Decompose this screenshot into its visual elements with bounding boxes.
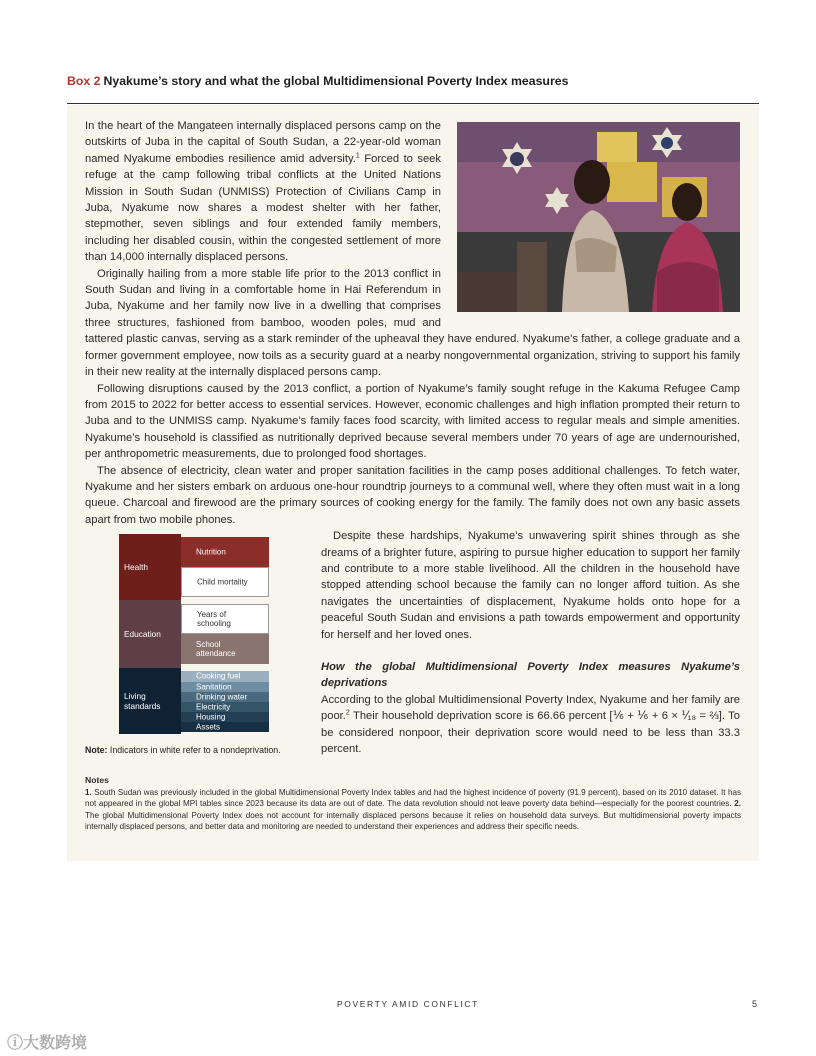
indicator-electricity: Electricity [181,702,269,712]
paragraph-6: According to the global Multidimensional Poverty Index, Nyakume and her family are poor.$^2$ Their household deprivation score is 66.66 percent [⅙ + ⅙ + 6 × ⅟₁₈ = ⅔]. To be considered nonpoor, their deprivation score would need to be less than 33.3 percent. [321,693,740,756]
indicator-years-of-schooling: Years of schooling [181,604,269,634]
paragraph-3: Following disruptions caused by the 2013 conflict, a portion of Nyakume’s family sought refuge in the Kakuma Refugee Camp from 2015 to 2022 for better access to essential services. However, economic challenges and high inflation prompted their return to Juba and to the UNMISS camp. Nyakume’s family faces food scarcity, with limited access to regular meals and simple amenities. Nyakume’s household is classified as nutritionally deprived because several members under 70 years of age are undernourished, per anthropometric measurements, due to prolonged food shortages. [85,382,740,461]
photo-nyakume-family [457,122,740,312]
running-title: POVERTY AMID CONFLICT [337,999,479,1009]
notes-section [85,775,741,832]
paragraph-2: Originally hailing from a more stable life prior to the 2013 conflict in South Sudan and living in a comfortable home in Hai Referendum in Juba, Nyakume and her family now live in a dwelling that comprises three structures, fashioned from bamboo, wooden poles, mud and tattered plastic canvas, serving as a stark reminder of the upheaval they have endured. Nyakume’s father, a college graduate and a former government employee, now toils as a security guard at a nearby nongovernmental organization, striving to support his family in their new reality at the internally displaced persons camp. [85,267,740,379]
indicator-drinking-water: Drinking water [181,692,269,702]
indicator-assets: Assets [181,722,269,732]
paragraph-4: The absence of electricity, clean water and proper sanitation facilities in the camp poses additional challenges. To fetch water, Nyakume and her sisters embark on arduous one-hour roundtrip journeys to a communal well, where they often must wait in a long queue. Charcoal and firewood are the primary sources of cooking energy for the family. The family does not own any basic assets apart from two mobile phones. [85,464,740,526]
watermark-logo: ⓘ大数跨境 [7,1035,88,1052]
paragraph-5: Despite these hardships, Nyakume’s unwavering spirit shines through as she dreams of a brighter future, aspiring to pursue higher education to support her family and contribute to a more stable livelihood. All the children in the household have stopped attending school because the family can no longer afford tuition. As she navigates the uncertainties of displacement, Nyakume holds onto hope for a peaceful South Sudan and envisions a path towards empowerment and opportunity for herself and her loved ones. [321,530,740,641]
box-heading: Nyakume’s story and what the global Multidimensional Poverty Index measures [103,74,569,88]
indicator-school-attendance: School attendance [181,634,269,664]
dimension-living-standards: Living standards [119,668,181,734]
indicator-sanitation: Sanitation [181,682,269,692]
indicator-cooking-fuel: Cooking fuel [181,671,269,682]
box-title [67,74,767,88]
mpi-subheading: How the global Multidimensional Poverty Index measures Nyakume’s deprivations [321,661,740,690]
dimension-education: Education [119,600,181,668]
chart-note: Note: Indicators in white refer to a nondeprivation. [85,745,281,755]
dimension-health: Health [119,534,181,600]
title-rule [67,103,759,104]
notes-heading: Notes [85,775,109,785]
notes-body: 1. South Sudan was previously included in the global Multidimensional Poverty Index tables and had the highest incidence of poverty (91.9 percent), based on its 2010 dataset. It has not appeared in the global MPI tables since 2023 because its data are out of date. The data revolution should not leave poverty data behind—especially for the poorest countries. 2. The global Multidimensional Poverty Index does not account for internally displaced persons because it relies on household data surveys. But multidimensional poverty impacts internally displaced persons, and better data and monitoring are needed to understand their experiences and address their specific needs. [85,788,741,831]
indicator-housing: Housing [181,712,269,722]
paragraph-1: In the heart of the Mangateen internally displaced persons camp on the outskirts of Juba in the capital of South Sudan, a 22-year-old woman named Nyakume embodies resilience amid adversity.$^1$ Forced to seek refuge at the camp following tribal conflicts at the United Nations Mission in South Sudan (UNMISS) Protection of Civilians Camp in Juba, Nyakume now shares a modest shelter with her father, stepmother, seven siblings and four extended family members, including her disabled cousin, within the congested settlement of more than 14,000 internally displaced persons. [85,120,441,264]
mpi-deprivation-chart [119,534,269,734]
page-number: 5 [752,999,758,1009]
indicator-child-mortality: Child mortality [181,567,269,597]
indicator-nutrition: Nutrition [181,537,269,567]
box-label: Box 2 [67,74,101,88]
photo-illustration [457,122,740,312]
